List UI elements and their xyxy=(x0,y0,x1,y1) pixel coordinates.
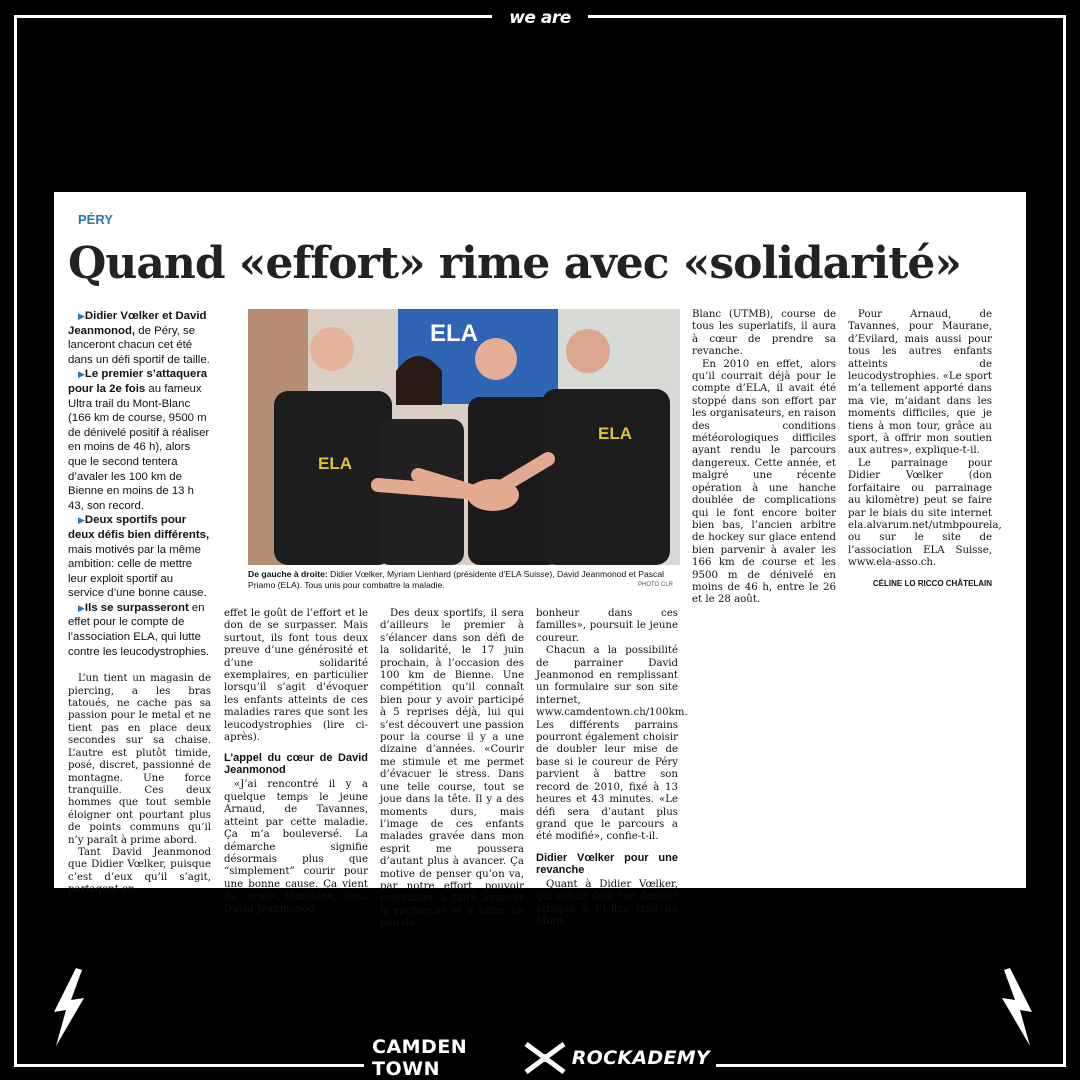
column-5: Blanc (UTMB), course de tous les superlatifs, il aura à cœur de prendre sa revanche. En 2010 en effet, alors qu’il courrait déjà pour le compte d’ELA, il avait été stoppé dans son effort par les organisateurs, en raison des conditions météorologiques difficiles ayant rendu le parcours dangereux. Cette année, et malgré une récente opération à une hanche doublée de complications qui le font encore boiter bien bas, l’ancien arbitre de hockey sur glace entend bien parvenir à avaler les 166 km de course et les 9500 m de dénivelé en moins de 46 h, entre le 26 et le 28 août. xyxy=(692,309,836,606)
arrow-icon: ▶ xyxy=(78,369,85,380)
frame-top-right xyxy=(588,15,1066,18)
lightning-icon xyxy=(46,968,92,1046)
lead-item: ▶Didier Vœlker et David Jeanmonod, de Péry, se lanceront chacun cet été dans un défi sportif de taille. xyxy=(68,310,210,366)
lightning-icon xyxy=(994,968,1040,1046)
column-4: bonheur dans ces familles», poursuit le jeune coureur. Chacun a la possibilité de parrainer David Jeanmonod en remplissant un formulaire sur son site internet, www.camdentown.ch/100km. Les différents parrains pourront également choisir de doubler leur mise de base si le coureur de Péry parvient à battre son record de 2010, fixé à 13 heures et 43 minutes. «Le défi sera d’autant plus grand que le parcours a été modifié», confie-t-il. Didier Vœlker pour une revanche Quant à Didier Vœlker, qui s’était déjà l’an dernier attaqué à l’Ultra trail du Mont- xyxy=(536,608,688,927)
author-signature: CÉLINE LO RICCO CHÂTELAIN xyxy=(872,578,992,588)
headline: Quand «effort» rime avec «solidarité» xyxy=(68,238,961,289)
subhead: L’appel du cœur de David Jeanmonod xyxy=(224,752,368,777)
lead-item: ▶Ils se surpasseront en effet pour le compte de l’association ELA, qui lutte contre les leucodystrophies. xyxy=(68,601,210,658)
brand-camden-town: CAMDEN TOWN xyxy=(372,1036,468,1080)
frame-top-left xyxy=(14,15,492,18)
newspaper-clipping xyxy=(54,192,1026,930)
lead-item: ▶Deux sportifs pour deux défis bien différents, mais motivés par la même ambition: celle de mettre leur exploit sportif au service d’une bonne cause. xyxy=(68,514,210,600)
column-3: Des deux sportifs, il sera d’ailleurs le premier à s’élancer dans son défi de la solidarité, le 17 juin prochain, à l’occasion des 100 km de Bienne. Une compétition qu’il connaît bien pour y avoir participé à 5 reprises déjà, lui qui s’est découvert une passion pour la course il y a une dizaine d’années. «Courir me stimule et me permet d’évacuer le stress. Dans une telle course, tout se joue dans la tête. Il y a des moments durs, mais l’image de ces enfants malades gravée dans mon esprit me poussera d’autant plus à avancer. Ça motive de penser qu’on va, par notre effort, pouvoir contribuer à faire avancer la recherche et à offrir un peu de xyxy=(380,608,524,930)
column-1 xyxy=(68,309,211,897)
lead-item: ▶Le premier s’attaquera pour la 2e fois au fameux Ultra trail du Mont-Blanc (166 km de course, 9500 m de dénivelé positif à réaliser en moins de 46 h), alors que le second tentera d’avaler les 100 km de Bienne en moins de 13 h 43, son record. xyxy=(68,368,210,512)
ela-banner-logo: ELA xyxy=(430,320,478,347)
column-2: effet le goût de l’effort et le don de se surpasser. Mais surtout, ils font tous deux preuve d’une générosité et d’une solidarité exemplaires, en particulier lorsqu’il s’agit d’évoquer les enfants atteints de ces maladies rares que sont les leucodystrophies (lire ci-après). L’appel du cœur de David Jeanmonod «J’ai rencontré il y a quelque temps le jeune Arnaud, de Tavannes, atteint par cette maladie. Ça m’a bouleversé. La démarche signifie désormais plus que “simplement” courir pour une bonne cause. Ça vient du cœur», témoigne, ému, David Jeanmonod. xyxy=(224,608,368,915)
frame-bottom-left xyxy=(14,1064,364,1067)
arrow-icon: ▶ xyxy=(78,311,85,321)
svg-text:ELA: ELA xyxy=(318,454,352,473)
we-are-label: we are xyxy=(509,8,571,28)
brand-rockademy: ROCKADEMY xyxy=(571,1047,710,1069)
photo-caption: De gauche à droite: Didier Vœlker, Myriam Lienhard (présidente d’ELA Suisse), David Jeanmonod et Pascal Priamo (ELA). Tous unis pour combattre la maladie. xyxy=(248,569,665,590)
photo-credit: PHOTO CLR xyxy=(638,582,673,588)
lead xyxy=(68,309,211,659)
frame-right xyxy=(1063,15,1066,1067)
photo xyxy=(248,309,680,565)
brand-logo xyxy=(372,1036,710,1080)
arrow-icon: ▶ xyxy=(78,602,85,613)
subhead: Didier Vœlker pour une revanche xyxy=(536,851,678,876)
frame-left xyxy=(14,15,17,1067)
body-text: L’un tient un magasin de piercing, a les bras tatoués, ne cache pas sa passion pour le metal et ne tient pas en place deux secondes sur sa chaise. L’autre est plutôt timide, posé, discret, passionné de montagne. Une force tranquille. Ces deux hommes que tout semble éloigner ont pourtant plus de points communs qu’il n’y paraît à prime abord. Tant David Jeanmonod que Didier Vœlker, puisque c’est d’eux qu’il s’agit, partagent en xyxy=(68,673,211,896)
frame-bottom-right xyxy=(716,1064,1066,1067)
column-6: Pour Arnaud, de Tavannes, pour Maurane, d’Evilard, mais aussi pour tous les autres enfants atteints de leucodystrophies. «Le sport m’a tellement apporté dans ma vie, m’aidant dans les moments difficiles, que je tiens à mon tour, grâce au sport, à offrir mon soutien aux autres», explique-t-il. Le parrainage pour Didier Vœlker (don forfaitaire ou parrainage au kilomètre) peut se faire par le biais du site internet ela.alvarum.net/utmbpourela, ou sur le site de l’association ELA Suisse, www.ela-asso.ch. CÉLINE LO RICCO CHÂTELAIN xyxy=(848,309,992,590)
kicker: PÉRY xyxy=(78,212,113,227)
arrow-icon: ▶ xyxy=(78,515,85,526)
crossed-drumsticks-icon xyxy=(522,1042,568,1074)
svg-text:ELA: ELA xyxy=(598,424,632,443)
group-photo xyxy=(248,309,680,565)
